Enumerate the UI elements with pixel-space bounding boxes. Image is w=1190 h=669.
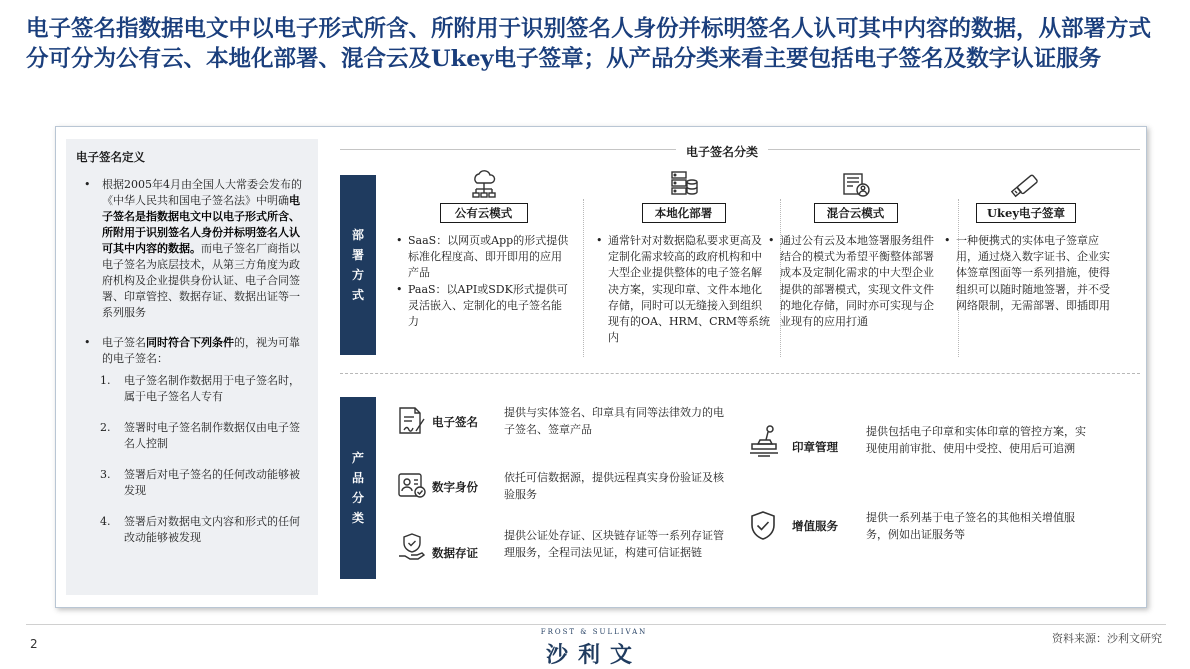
page-number: 2 xyxy=(30,637,38,651)
hybrid-cloud-icon xyxy=(768,169,943,199)
mode-name: 本地化部署 xyxy=(642,203,726,223)
stamp-icon xyxy=(746,423,792,459)
product-name: 数据存证 xyxy=(432,546,478,560)
product-description: 提供公证处存证、区块链存证等一系列存证管理服务，全程司法见证，构建可信证据链 xyxy=(504,529,724,559)
product-name: 增值服务 xyxy=(792,519,838,533)
conditions-list xyxy=(76,373,308,546)
product-value-added xyxy=(746,509,1092,545)
deploy-label: 部署方式 xyxy=(340,175,376,355)
product-name: 印章管理 xyxy=(792,440,838,454)
definition-emphasis: 电子签名是指数据电文中以电子形式所含、所附用于识别签名人身份并标明签名人认可其中内容的数据。 xyxy=(102,194,300,255)
product-name: 电子签名 xyxy=(432,415,478,429)
classification-title: 电子签名分类 xyxy=(676,143,768,160)
shield-check-icon xyxy=(746,509,792,545)
conditions-intro: • 电子签名同时符合下列条件的，视为可靠的电子签名： xyxy=(84,336,300,365)
mode-name: Ukey电子签章 xyxy=(976,203,1076,223)
definition-panel xyxy=(66,139,318,595)
mode-ukey xyxy=(940,169,1112,314)
definition-title: 电子签名定义 xyxy=(76,150,145,164)
list-item: 3. 签署后对电子签名的任何改动能够被发现 xyxy=(100,468,300,497)
content-card xyxy=(55,126,1147,608)
product-description: 提供一系列基于电子签名的其他相关增值服务，例如出证服务等 xyxy=(866,511,1075,541)
product-name: 数字身份 xyxy=(432,480,478,494)
list-item: 4. 签署后对数据电文内容和形式的任何改动能够被发现 xyxy=(100,515,300,544)
product-data-evidence xyxy=(396,531,732,567)
product-label: 产品分类 xyxy=(340,397,376,579)
document-pen-icon xyxy=(396,405,432,441)
product-seal-management xyxy=(746,423,1092,459)
product-digital-identity xyxy=(396,469,732,505)
shield-hand-icon xyxy=(396,531,432,567)
cloud-network-icon xyxy=(396,169,571,199)
list-item: 2. 签署时电子签名制作数据仅由电子签名人控制 xyxy=(100,421,300,450)
id-card-icon xyxy=(396,469,432,505)
footer-rule xyxy=(26,624,1166,625)
bullet-dot: • xyxy=(84,178,91,191)
mode-name: 混合云模式 xyxy=(814,203,898,223)
section-divider xyxy=(340,373,1140,374)
conditions-emphasis: 同时符合下列条件 xyxy=(146,336,234,349)
mode-public-cloud xyxy=(396,169,571,330)
source-note: 资料来源：沙利文研究 xyxy=(1052,632,1162,645)
mode-description: • 通常针对对数据隐私要求更高及定制化需求较高的政府机构和中大型企业提供整体的电子签名解决方案，实现印章、文件本地化存储，同时可以无缝接入到组织现有的OA、HRM、CRM等系统内 xyxy=(596,234,771,345)
product-e-signature xyxy=(396,405,732,441)
page-headline: 电子签名指数据电文中以电子形式所含、所附用于识别签名人身份并标明签名人认可其中内容的数据，从部署方式分可分为公有云、本地化部署、混合云及Ukey电子签章；从产品分类来看主要包括电子签名及数字认证服务 xyxy=(26,16,1152,72)
brand-logo-english: FROST & SULLIVAN xyxy=(540,628,648,636)
bullet-dot: • xyxy=(84,336,91,349)
mode-name: 公有云模式 xyxy=(440,203,528,223)
brand-logo-chinese: 沙利文 xyxy=(545,642,642,668)
mode-description: • 通过公有云及本地签署服务组件结合的模式为希望平衡整体部署成本及定制化需求的中大型企业提供的部署模式，实现文件文件的地化存储，同时亦可实现与企业现有的应用打通 xyxy=(768,234,934,329)
usb-key-icon xyxy=(940,169,1112,199)
server-database-icon xyxy=(596,169,771,199)
list-item: 1. 电子签名制作数据用于电子签名时，属于电子签名人专有 xyxy=(100,374,300,403)
mode-local-deploy xyxy=(596,169,771,346)
mode-description: • SaaS：以网页或App的形式提供标准化程度高、即开即用的应用产品 • PaaS：以API或SDK形式提供可灵活嵌入、定制化的电子签名能力 xyxy=(396,234,569,329)
mode-description: • 一种便携式的实体电子签章应用，通过烧入数字证书、企业实体签章图面等一系列措施，使得组织可以随时随地签署，并不受网络限制，无需部署、即插即用 xyxy=(944,234,1110,312)
product-description: 提供包括电子印章和实体印章的管控方案，实现使用前审批、使用中受控、使用后可追溯 xyxy=(866,425,1086,455)
mode-hybrid-cloud xyxy=(768,169,943,330)
definition-paragraph: • 根据2005年4月由全国人大常委会发布的《中华人民共和国电子签名法》中明确电子签名是指数据电文中以电子形式所含、所附用于识别签名人身份并标明签名人认可其中内容的数据。而电子签名厂商指以电子签名为底层技术，从第三方角度为政府机构及企业提供身份认证、电子合同签署、印章管控、数据存证、数据出证等一系列服务 xyxy=(84,178,302,319)
column-divider xyxy=(583,199,584,357)
product-description: 提供与实体签名、印章具有同等法律效力的电子签名、签章产品 xyxy=(504,406,724,436)
product-description: 依托可信数据源，提供远程真实身份验证及核验服务 xyxy=(504,471,724,501)
